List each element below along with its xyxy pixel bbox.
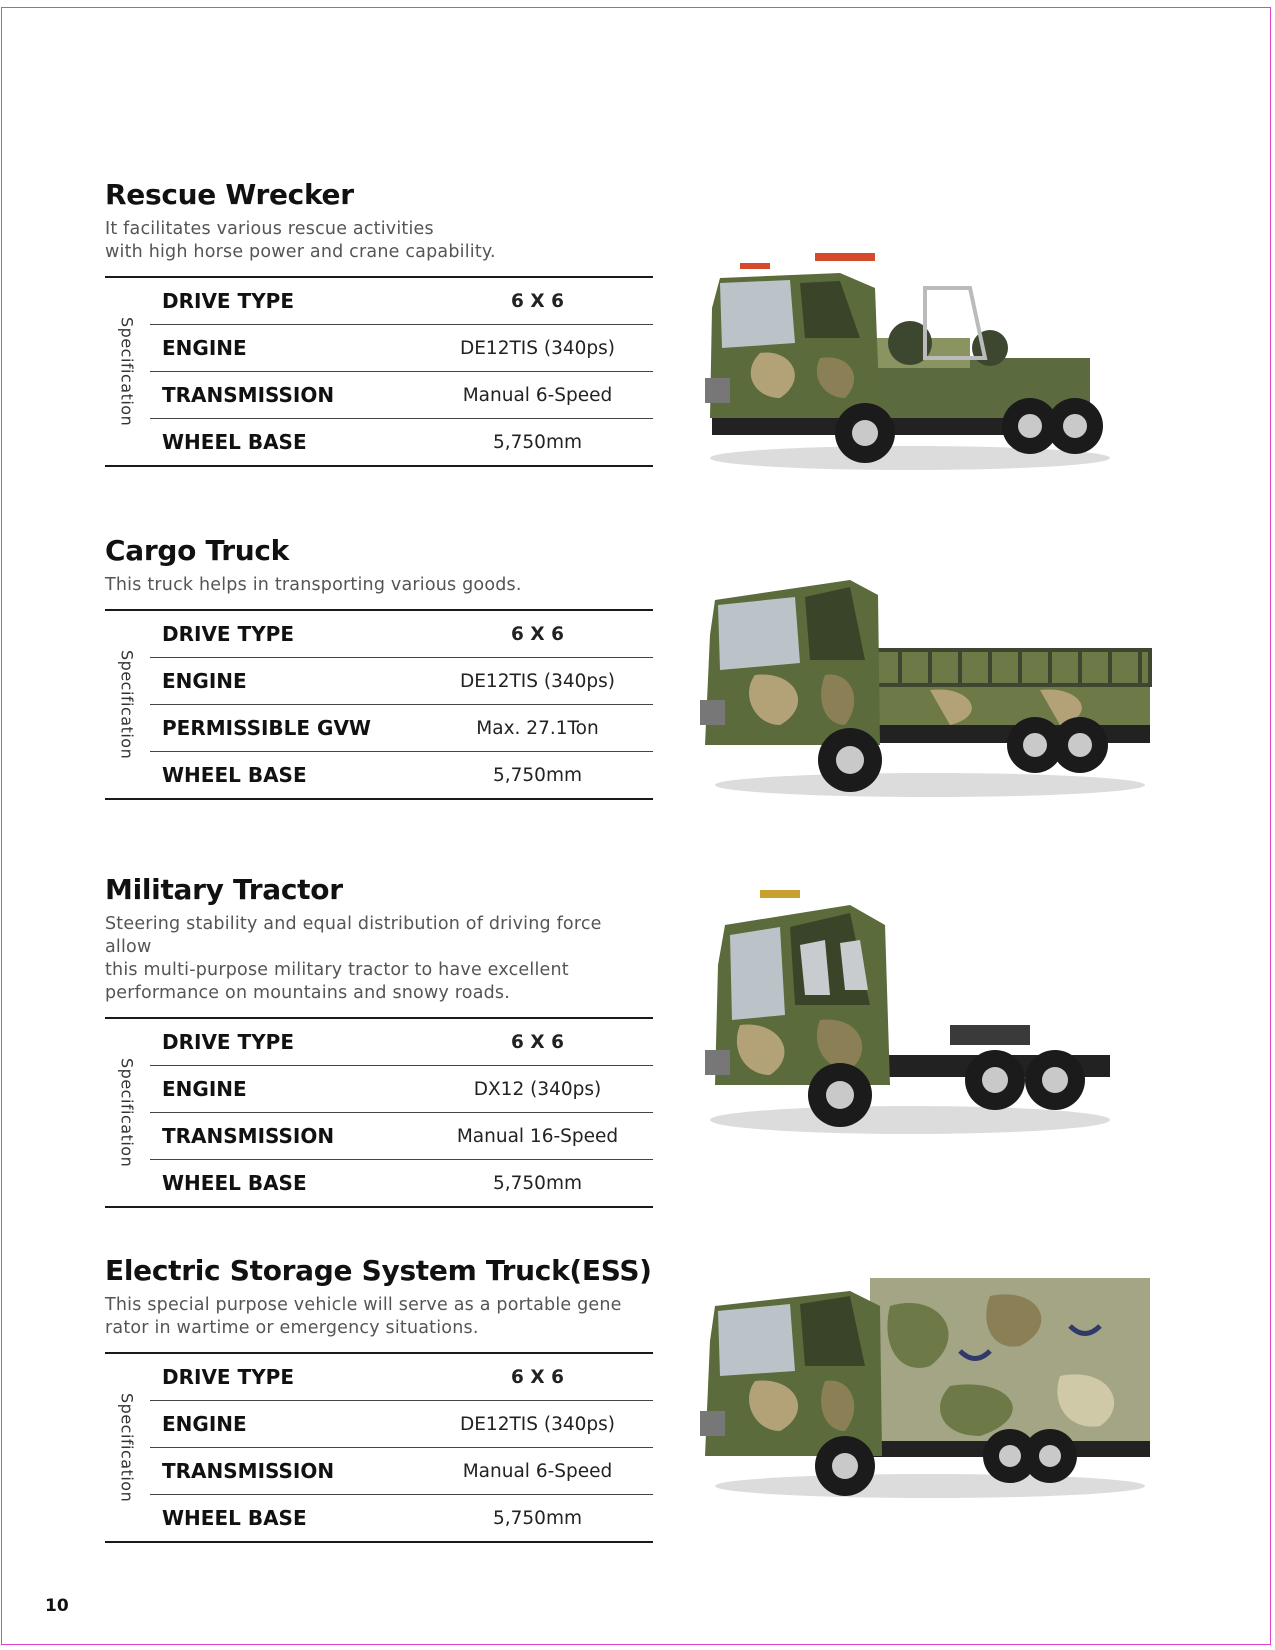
section-description	[105, 574, 653, 597]
section-ess-truck	[105, 1254, 653, 1543]
rescue-wrecker-image	[700, 248, 1140, 478]
section-cargo-truck	[105, 534, 653, 800]
section-military-tractor	[105, 873, 653, 1208]
spec-row-drive-type: DRIVE TYPE 6 X 6	[150, 1019, 653, 1066]
ess-truck-image	[700, 1266, 1160, 1506]
cargo-truck-image	[700, 575, 1160, 805]
spec-side-label: Specification	[117, 649, 137, 760]
spec-side-label: Specification	[117, 1392, 137, 1503]
spec-row-drive-type: DRIVE TYPE 6 X 6	[150, 278, 653, 325]
section-rescue-wrecker	[105, 178, 653, 467]
spec-table	[105, 609, 653, 800]
description-line: Steering stability and equal distribution of driving force allow	[105, 914, 602, 957]
page-number: 10	[45, 1596, 69, 1616]
description-line: rator in wartime or emergency situations.	[105, 1318, 479, 1338]
spec-side-label: Specification	[117, 316, 137, 427]
spec-side-label: Specification	[117, 1057, 137, 1168]
spec-row-drive-type: DRIVE TYPE 6 X 6	[150, 611, 653, 658]
spec-row-engine: ENGINE DE12TIS (340ps)	[150, 325, 653, 372]
spec-row-wheel-base: WHEEL BASE 5,750mm	[162, 1506, 582, 1530]
description-line: It facilitates various rescue activities	[105, 219, 434, 239]
spec-row-engine: ENGINE DX12 (340ps)	[150, 1066, 653, 1113]
spec-row-transmission: TRANSMISSION Manual 16-Speed	[150, 1113, 653, 1160]
section-description	[105, 913, 653, 1005]
description-line: performance on mountains and snowy roads.	[105, 983, 511, 1003]
spec-row-wheel-base: WHEEL BASE 5,750mm	[162, 1171, 582, 1195]
spec-row-wheel-base: WHEEL BASE 5,750mm	[162, 430, 582, 454]
spec-table	[105, 276, 653, 467]
spec-row-engine: ENGINE DE12TIS (340ps)	[150, 1401, 653, 1448]
spec-row-permissible-gvw: PERMISSIBLE GVW Max. 27.1Ton	[150, 705, 653, 752]
section-title: Rescue Wrecker	[105, 178, 354, 211]
spec-table	[105, 1352, 653, 1543]
spec-row-drive-type: DRIVE TYPE 6 X 6	[150, 1354, 653, 1401]
spec-row-transmission: TRANSMISSION Manual 6-Speed	[150, 372, 653, 419]
spec-table	[105, 1017, 653, 1208]
description-line: this multi-purpose military tractor to have excellent	[105, 960, 569, 980]
description-line: with high horse power and crane capability.	[105, 242, 496, 262]
section-description	[105, 1294, 653, 1340]
section-title: Military Tractor	[105, 873, 343, 906]
section-title: Cargo Truck	[105, 534, 289, 567]
section-description	[105, 218, 653, 264]
military-tractor-image	[700, 885, 1140, 1145]
description-line: This truck helps in transporting various goods.	[105, 575, 522, 595]
description-line: This special purpose vehicle will serve as a portable gene	[105, 1295, 622, 1315]
spec-row-engine: ENGINE DE12TIS (340ps)	[150, 658, 653, 705]
spec-row-transmission: TRANSMISSION Manual 6-Speed	[150, 1448, 653, 1495]
spec-row-wheel-base: WHEEL BASE 5,750mm	[162, 763, 582, 787]
section-title: Electric Storage System Truck(ESS)	[105, 1254, 652, 1287]
